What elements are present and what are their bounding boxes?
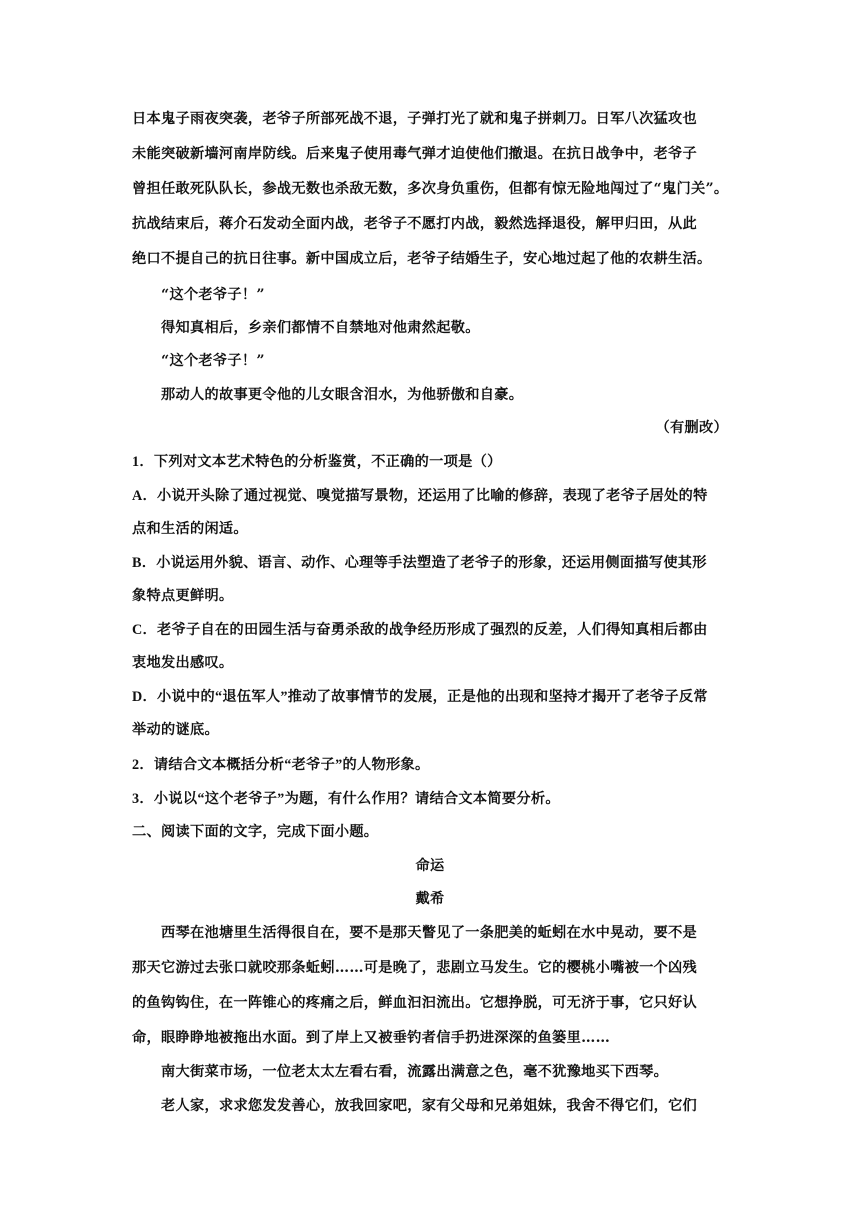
paragraph: 那动人的故事更令他的儿女眼含泪水，为他骄傲和自豪。	[161, 387, 524, 403]
story-line: 命，眼睁睁地被拖出水面。到了岸上又被垂钓者信手扔进深深的鱼篓里……	[132, 1030, 611, 1046]
section-heading: 二、阅读下面的文字，完成下面小题。	[132, 824, 379, 840]
quote-line: “这个老爷子！”	[161, 353, 265, 369]
paragraph: 得知真相后，乡亲们都情不自禁地对他肃然起敬。	[161, 320, 480, 336]
source-note: （有删改）	[655, 420, 728, 436]
passage1-line: 未能突破新墙河南岸防线。后来鬼子使用毒气弹才迫使他们撤退。在抗日战争中，老爷子	[132, 146, 698, 162]
story-paragraph: 南大街菜市场，一位老太太左看右看，流露出满意之色，毫不犹豫地买下西琴。	[161, 1064, 669, 1080]
option-a-line1: A．小说开头除了通过视觉、嗅觉描写景物，还运用了比喻的修辞，表现了老爷子居处的特	[132, 488, 708, 504]
question-1: 1．下列对文本艺术特色的分析鉴赏，不正确的一项是（）	[132, 454, 502, 470]
passage1-line: 抗战结束后，蒋介石发动全面内战，老爷子不愿打内战，毅然选择退役，解甲归田，从此	[132, 216, 698, 232]
option-d-line1: D．小说中的“退伍军人”推动了故事情节的发展，正是他的出现和坚持才揭开了老爷子反常	[132, 689, 708, 705]
passage1-line: 曾担任敢死队队长，参战无数也杀敌无数，多次身负重伤，但都有惊无险地闯过了“鬼门关”。	[132, 181, 729, 197]
option-a-line2: 点和生活的闲适。	[132, 521, 248, 537]
option-c-line1: C．老爷子自在的田园生活与奋勇杀敌的战争经历形成了强烈的反差，人们得知真相后都由	[132, 622, 708, 638]
story-line: 西琴在池塘里生活得很自在，要不是那天瞥见了一条肥美的蚯蚓在水中晃动，要不是	[161, 925, 698, 941]
question-3: 3．小说以“这个老爷子”为题，有什么作用？请结合文本简要分析。	[132, 791, 560, 807]
story-line: 那天它游过去张口就咬那条蚯蚓……可是晚了，悲剧立马发生。它的樱桃小嘴被一个凶残	[132, 960, 698, 976]
option-c-line2: 衷地发出感叹。	[132, 655, 234, 671]
option-d-line2: 举动的谜底。	[132, 722, 219, 738]
story-title: 命运	[415, 858, 445, 874]
story-author: 戴希	[415, 891, 445, 907]
passage1-line: 绝口不提自己的抗日往事。新中国成立后，老爷子结婚生子，安心地过起了他的农耕生活。	[132, 251, 712, 267]
story-line: 的鱼钩钩住，在一阵锥心的疼痛之后，鲜血汩汩流出。它想挣脱，可无济于事，它只好认	[132, 995, 698, 1011]
quote-line: “这个老爷子！”	[161, 287, 265, 303]
story-paragraph: 老人家，求求您发发善心，放我回家吧，家有父母和兄弟姐妹，我舍不得它们，它们	[161, 1098, 698, 1114]
option-b-line1: B．小说运用外貌、语言、动作、心理等手法塑造了老爷子的形象，还运用侧面描写使其形	[132, 555, 707, 571]
passage1-line: 日本鬼子雨夜突袭，老爷子所部死战不退，子弹打光了就和鬼子拼刺刀。日军八次猛攻也	[132, 111, 698, 127]
question-2: 2．请结合文本概括分析“老爷子”的人物形象。	[132, 757, 430, 773]
option-b-line2: 象特点更鲜明。	[132, 588, 234, 604]
